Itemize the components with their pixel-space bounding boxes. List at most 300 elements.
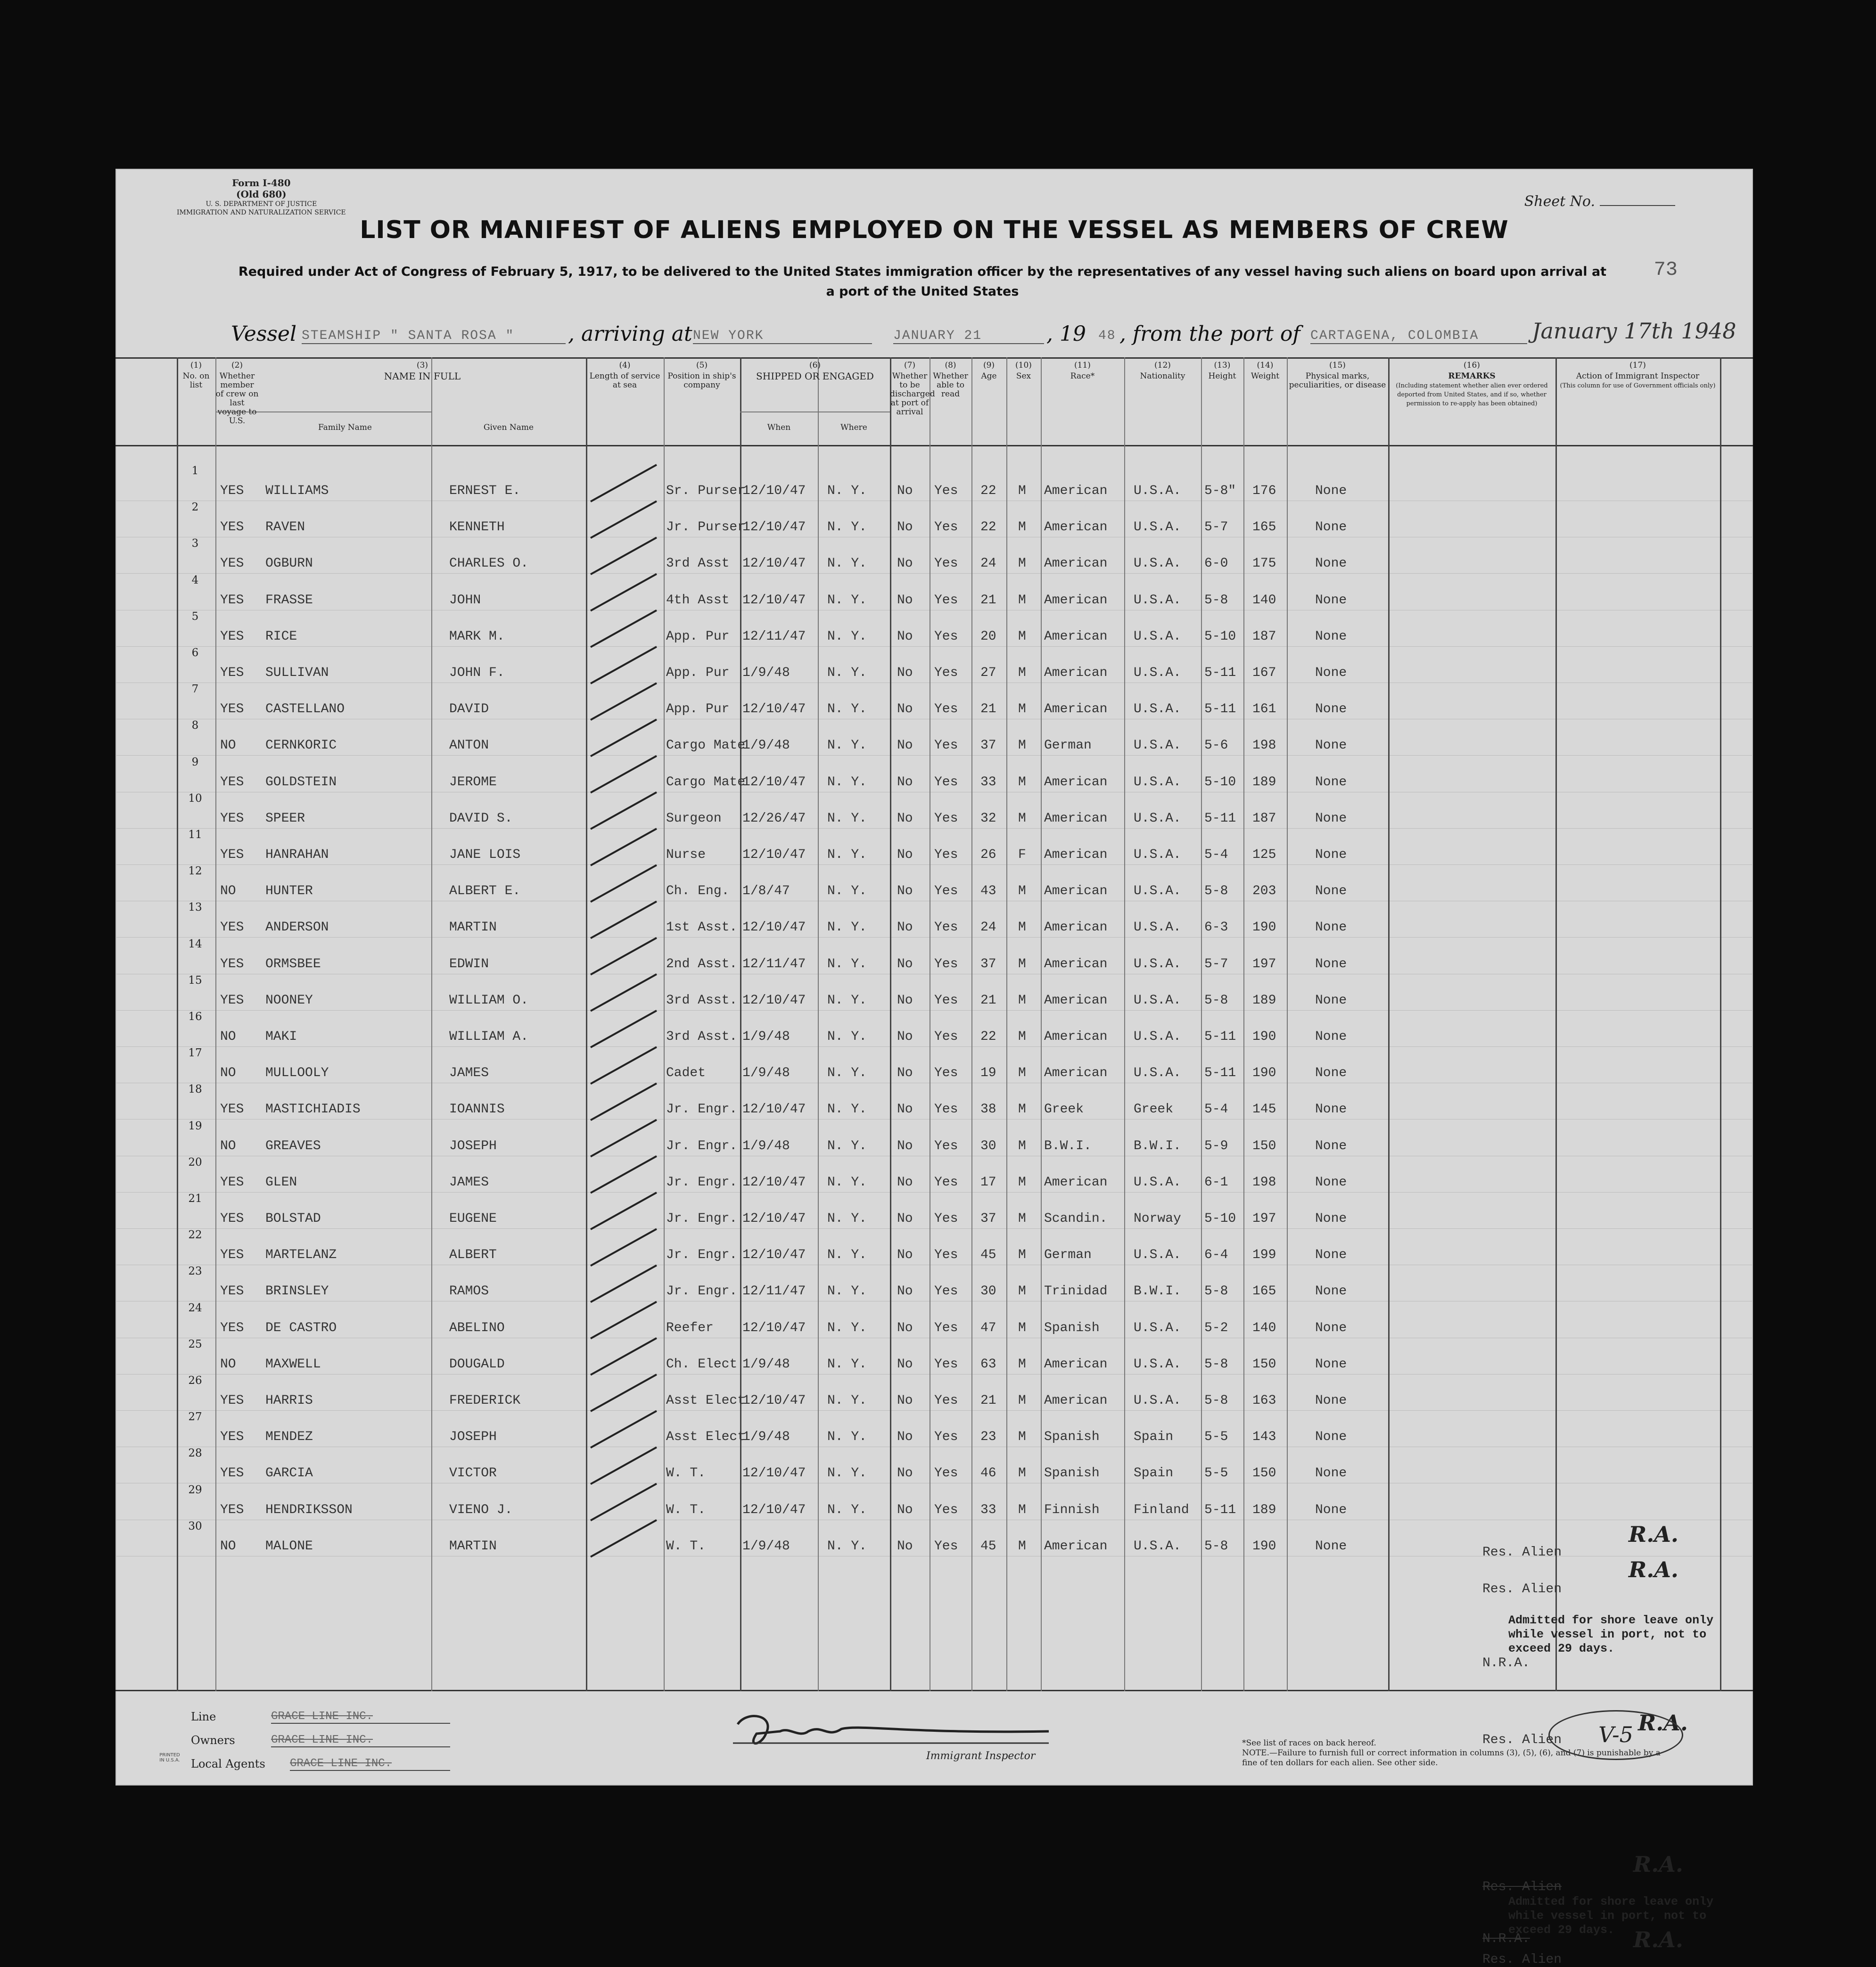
cell-race: Spanish [1044,1466,1100,1481]
cell-physical-marks: None [1315,848,1347,862]
service-check-mark [591,756,657,793]
cell-sex: M [1018,1539,1026,1554]
row-number: 19 [188,1119,202,1132]
remark-row-27-line4: exceed 29 days. [1508,1923,1615,1937]
action-row-27: R.A. [1633,1852,1683,1877]
row-number: 10 [188,792,202,805]
cell-physical-marks: None [1315,556,1347,571]
cell-age: 22 [980,1029,996,1044]
year-suffix: 48 [1098,329,1116,343]
cell-position: W. T. [666,1539,706,1554]
remark-row-19: Res. Alien [1482,1582,1562,1597]
header-text: Weight [1251,371,1280,381]
row-rule [115,755,1753,756]
cell-last-voyage: YES [220,774,244,790]
cell-physical-marks: None [1315,1393,1347,1408]
cell-last-voyage: YES [220,484,244,498]
row-number: 7 [191,683,199,696]
col-number: (2) [231,361,243,370]
cell-sex: M [1018,884,1026,899]
cell-age: 24 [980,920,996,935]
cell-position: W. T. [666,1466,706,1481]
cell-shipped-where: N. Y. [827,848,867,862]
cell-shipped-when: 12/10/47 [742,920,806,935]
cell-last-voyage: NO [220,1539,236,1554]
col-divider [1243,357,1244,1691]
cell-physical-marks: None [1315,1284,1347,1299]
header-text: Action of Immigrant Inspector [1576,371,1700,381]
cell-age: 45 [980,1248,996,1263]
cell-shipped-where: N. Y. [827,1539,867,1554]
cell-sex: M [1018,593,1026,608]
cell-sex: M [1018,993,1026,1008]
header-remarks [1388,361,1555,408]
cell-height: 5-10 [1204,629,1236,644]
col-divider [818,357,819,1691]
cell-weight: 167 [1252,666,1276,680]
service-check-mark [591,501,657,538]
cell-age: 21 [980,1393,996,1408]
col-number: (12) [1154,361,1171,370]
header-text: REMARKS [1448,371,1496,381]
cell-position: Cargo Mate [666,738,746,753]
cell-given-name: DAVID [449,702,489,717]
cell-family-name: SPEER [265,811,305,826]
cell-shipped-when: 12/10/47 [742,1466,806,1481]
cell-able-to-read: Yes [934,1248,958,1263]
cell-able-to-read: Yes [934,520,958,535]
cell-position: Ch. Eng. [666,884,730,899]
cell-shipped-when: 12/10/47 [742,1211,806,1226]
cell-able-to-read: Yes [934,1502,958,1517]
cell-shipped-when: 12/10/47 [742,993,806,1008]
cell-family-name: GOLDSTEIN [265,774,337,790]
cell-shipped-where: N. Y. [827,1211,867,1226]
cell-able-to-read: Yes [934,1430,958,1445]
cell-weight: 189 [1252,1502,1276,1517]
row-number: 30 [188,1520,202,1532]
header-family-name: Family Name [318,423,372,432]
cell-family-name: HUNTER [265,884,313,899]
remark-row-27-line3: while vessel in port, not to [1508,1909,1707,1923]
cell-shipped-where: N. Y. [827,774,867,790]
cell-discharged: No [897,774,913,790]
cell-family-name: SULLIVAN [265,666,329,680]
cell-family-name: NOONEY [265,993,313,1008]
cell-age: 63 [980,1357,996,1372]
cell-position: Cadet [666,1066,706,1081]
cell-shipped-where: N. Y. [827,1430,867,1445]
cell-discharged: No [897,811,913,826]
cell-family-name: ANDERSON [265,920,329,935]
cell-family-name: MASTICHIADIS [265,1102,361,1117]
cell-shipped-when: 12/10/47 [742,1175,806,1190]
cell-discharged: No [897,520,913,535]
remark-row-18: Res. Alien [1482,1545,1562,1560]
cell-age: 47 [980,1320,996,1335]
row-number: 14 [188,938,202,950]
cell-physical-marks: None [1315,1138,1347,1153]
cell-physical-marks: None [1315,956,1347,971]
cell-physical-marks: None [1315,666,1347,680]
cell-able-to-read: Yes [934,738,958,753]
cell-discharged: No [897,738,913,753]
cell-last-voyage: NO [220,1066,236,1081]
cell-given-name: EUGENE [449,1211,497,1226]
cell-able-to-read: Yes [934,993,958,1008]
service-check-mark [591,465,657,502]
cell-family-name: HENDRIKSSON [265,1502,353,1517]
cell-physical-marks: None [1315,1502,1347,1517]
cell-given-name: KENNETH [449,520,505,535]
cell-age: 19 [980,1066,996,1081]
cell-age: 23 [980,1430,996,1445]
cell-height: 6-3 [1204,920,1228,935]
cell-weight: 176 [1252,484,1276,498]
cell-family-name: OGBURN [265,556,313,571]
row-rule [115,573,1753,574]
cell-shipped-where: N. Y. [827,1248,867,1263]
cell-family-name: RAVEN [265,520,305,535]
cell-nationality: U.S.A. [1134,1175,1181,1190]
cell-race: American [1044,993,1108,1008]
cell-race: Finnish [1044,1502,1100,1517]
cell-sex: M [1018,1102,1026,1117]
cell-sex: M [1018,1502,1026,1517]
cell-discharged: No [897,1066,913,1081]
cell-given-name: ERNEST E. [449,484,521,498]
cell-family-name: FRASSE [265,593,313,608]
header-discharged [890,361,935,417]
service-check-mark [591,1193,657,1229]
cell-sex: M [1018,1029,1026,1044]
header-text: Physical marks, peculiarities, or disease [1289,371,1386,390]
cell-race: American [1044,520,1108,535]
row-number: 17 [188,1047,202,1060]
cell-race: German [1044,1248,1092,1263]
service-check-mark [591,1484,657,1521]
cell-shipped-when: 12/11/47 [742,629,806,644]
cell-given-name: MARTIN [449,1539,497,1554]
line-label: Line [191,1710,216,1723]
cell-last-voyage: YES [220,993,244,1008]
cell-weight: 175 [1252,556,1276,571]
cell-race: American [1044,556,1108,571]
row-rule [115,646,1753,647]
cell-weight: 165 [1252,520,1276,535]
cell-given-name: CHARLES O. [449,556,529,571]
cell-shipped-where: N. Y. [827,666,867,680]
cell-discharged: No [897,1029,913,1044]
cell-age: 24 [980,556,996,571]
cell-last-voyage: NO [220,1138,236,1153]
cell-height: 5-8 [1204,993,1228,1008]
cell-shipped-where: N. Y. [827,702,867,717]
cell-discharged: No [897,593,913,608]
cell-discharged: No [897,1393,913,1408]
footnote-penalty: NOTE.—Failure to furnish full or correct information in columns (3), (5), (6), and (7) is punishable by a fine of ten dollars for each alien. See other side. [1242,1748,1661,1768]
service-check-mark [591,1120,657,1157]
cell-height: 5-11 [1204,1029,1236,1044]
service-check-mark [591,683,657,720]
remark-row-23: Res. Alien [1482,1733,1562,1747]
cell-family-name: ORMSBEE [265,956,321,971]
cell-last-voyage: YES [220,956,244,971]
col-number: (13) [1214,361,1231,370]
cell-family-name: MALONE [265,1539,313,1554]
arrival-port: NEW YORK [693,329,872,344]
cell-family-name: BRINSLEY [265,1284,329,1299]
cell-able-to-read: Yes [934,1393,958,1408]
remark-row-27-line2: Admitted for shore leave only [1508,1895,1714,1909]
action-row-29: R.A. [1633,1927,1683,1952]
cell-shipped-when: 12/10/47 [742,556,806,571]
cell-sex: M [1018,629,1026,644]
col-number: (16) [1464,361,1480,370]
cell-given-name: MARTIN [449,920,497,935]
cell-sex: M [1018,738,1026,753]
row-number: 11 [188,829,202,841]
col-number: (7) [904,361,916,370]
cell-given-name: FREDERICK [449,1393,521,1408]
cell-physical-marks: None [1315,520,1347,535]
row-number: 1 [191,465,199,477]
cell-last-voyage: YES [220,1248,244,1263]
service-check-mark [591,1083,657,1120]
cell-physical-marks: None [1315,702,1347,717]
cell-shipped-when: 12/10/47 [742,1502,806,1517]
cell-shipped-when: 12/10/47 [742,702,806,717]
cell-shipped-where: N. Y. [827,811,867,826]
cell-height: 5-11 [1204,666,1236,680]
cell-able-to-read: Yes [934,666,958,680]
cell-age: 45 [980,1539,996,1554]
cell-position: 3rd Asst. [666,993,738,1008]
cell-given-name: JOSEPH [449,1138,497,1153]
action-row-19: R.A. [1629,1557,1679,1582]
cell-sex: M [1018,811,1026,826]
cell-nationality: U.S.A. [1134,956,1181,971]
service: IMMIGRATION AND NATURALIZATION SERVICE [177,209,346,216]
service-check-mark [591,1302,657,1339]
col-divider [1720,357,1721,1691]
row-number: 27 [188,1411,202,1424]
cell-discharged: No [897,1502,913,1517]
cell-family-name: MAKI [265,1029,297,1044]
service-check-mark [591,938,657,975]
cell-discharged: No [897,920,913,935]
cell-shipped-where: N. Y. [827,1284,867,1299]
row-rule [115,1410,1753,1411]
cell-position: Jr. Engr. [666,1175,738,1190]
cell-age: 38 [980,1102,996,1117]
row-number: 24 [188,1301,202,1314]
cell-able-to-read: Yes [934,1539,958,1554]
cell-physical-marks: None [1315,1066,1347,1081]
col-number: (8) [945,361,956,370]
cell-weight: 198 [1252,738,1276,753]
cell-position: App. Pur [666,702,730,717]
cell-sex: M [1018,956,1026,971]
cell-age: 30 [980,1284,996,1299]
cell-shipped-when: 12/10/47 [742,520,806,535]
header-text: Whether to be discharged at port of arrival [890,371,935,417]
cell-able-to-read: Yes [934,556,958,571]
cell-last-voyage: YES [220,702,244,717]
cell-shipped-when: 12/10/47 [742,774,806,790]
cell-nationality: U.S.A. [1134,666,1181,680]
cell-given-name: RAMOS [449,1284,489,1299]
cell-weight: 190 [1252,1029,1276,1044]
cell-weight: 187 [1252,629,1276,644]
from-label: , from the port of [1119,322,1300,346]
manifest-sheet [115,169,1753,1967]
cell-sex: M [1018,1393,1026,1408]
cell-age: 33 [980,1502,996,1517]
cell-age: 30 [980,1138,996,1153]
cell-discharged: No [897,1284,913,1299]
table-top-rule [115,357,1753,359]
cell-given-name: JOHN [449,593,481,608]
cell-last-voyage: YES [220,593,244,608]
cell-race: Trinidad [1044,1284,1108,1299]
cell-shipped-where: N. Y. [827,556,867,571]
row-number: 12 [188,865,202,878]
cell-able-to-read: Yes [934,1066,958,1081]
cell-height: 5-8 [1204,1539,1228,1554]
header-text: NAME IN FULL [384,370,461,382]
cell-shipped-when: 1/9/48 [742,1357,790,1372]
cell-height: 5-8 [1204,884,1228,899]
cell-last-voyage: YES [220,1502,244,1517]
cell-race: American [1044,1029,1108,1044]
col-number: (6) [809,361,821,370]
cell-nationality: Spain [1134,1466,1174,1481]
cell-race: German [1044,738,1092,753]
cell-shipped-where: N. Y. [827,884,867,899]
cell-nationality: U.S.A. [1134,1248,1181,1263]
cell-race: American [1044,1066,1108,1081]
cell-shipped-where: N. Y. [827,520,867,535]
cell-discharged: No [897,1138,913,1153]
cell-last-voyage: YES [220,1393,244,1408]
cell-position: Jr. Engr. [666,1138,738,1153]
cell-weight: 197 [1252,1211,1276,1226]
cell-able-to-read: Yes [934,1284,958,1299]
cell-given-name: JANE LOIS [449,848,521,862]
cell-given-name: JOHN F. [449,666,505,680]
cell-shipped-where: N. Y. [827,1138,867,1153]
cell-last-voyage: YES [220,1466,244,1481]
cell-shipped-when: 12/10/47 [742,848,806,862]
cell-age: 46 [980,1466,996,1481]
cell-able-to-read: Yes [934,920,958,935]
cell-weight: 140 [1252,593,1276,608]
cell-physical-marks: None [1315,1430,1347,1445]
cell-physical-marks: None [1315,1211,1347,1226]
col-number: (5) [696,361,708,370]
service-check-mark [591,1447,657,1484]
cell-nationality: U.S.A. [1134,629,1181,644]
cell-discharged: No [897,1357,913,1372]
cell-physical-marks: None [1315,1357,1347,1372]
cell-given-name: DOUGALD [449,1357,505,1372]
cell-able-to-read: Yes [934,1357,958,1372]
remark-row-28: N.R.A. [1482,1932,1530,1946]
cell-shipped-when: 12/10/47 [742,1320,806,1335]
service-check-mark [591,719,657,756]
cell-shipped-when: 12/10/47 [742,1102,806,1117]
cell-height: 6-0 [1204,556,1228,571]
name-split [431,412,432,1691]
cell-weight: 161 [1252,702,1276,717]
header-text: Whether able to read [933,371,968,399]
cell-shipped-where: N. Y. [827,1066,867,1081]
cell-race: American [1044,1393,1108,1408]
cell-nationality: U.S.A. [1134,1393,1181,1408]
cell-physical-marks: None [1315,1102,1347,1117]
header-text: Whether member of crew on last voyage to U.S. [215,371,259,426]
cell-discharged: No [897,702,913,717]
cell-discharged: No [897,1320,913,1335]
cell-race: American [1044,484,1108,498]
cell-nationality: U.S.A. [1134,738,1181,753]
row-number: 3 [191,537,199,550]
col-divider [1287,357,1288,1691]
cell-family-name: MULLOOLY [265,1066,329,1081]
pencil-page-number: 73 [1654,258,1678,281]
cell-sex: M [1018,1320,1026,1335]
cell-given-name: WILLIAM O. [449,993,529,1008]
row-number: 9 [191,756,199,768]
cell-family-name: GARCIA [265,1466,313,1481]
col-number: (11) [1074,361,1091,370]
cell-physical-marks: None [1315,1320,1347,1335]
cell-physical-marks: None [1315,484,1347,498]
cell-race: American [1044,629,1108,644]
header-height [1201,361,1243,381]
cell-race: American [1044,884,1108,899]
cell-discharged: No [897,1102,913,1117]
cell-family-name: MAXWELL [265,1357,321,1372]
cell-shipped-when: 12/11/47 [742,956,806,971]
header-race [1041,361,1124,381]
cell-race: American [1044,956,1108,971]
row-number: 23 [188,1265,202,1278]
row-number: 13 [188,901,202,914]
cell-race: American [1044,848,1108,862]
cell-nationality: U.S.A. [1134,520,1181,535]
cell-discharged: No [897,956,913,971]
cell-race: American [1044,920,1108,935]
cell-sex: M [1018,1175,1026,1190]
cell-last-voyage: YES [220,1211,244,1226]
service-check-mark [591,1520,657,1557]
year-prefix: , 19 [1046,322,1086,346]
row-rule [115,1192,1753,1193]
cell-position: 3rd Asst. [666,1029,738,1044]
col-number: (1) [190,361,202,370]
header-last-voyage [215,361,259,426]
cell-position: Reefer [666,1320,714,1335]
cell-shipped-where: N. Y. [827,1502,867,1517]
header-given-name: Given Name [483,423,534,432]
cell-sex: M [1018,1248,1026,1263]
cell-weight: 187 [1252,811,1276,826]
header-position [664,361,740,390]
row-rule [115,828,1753,829]
cell-last-voyage: YES [220,666,244,680]
